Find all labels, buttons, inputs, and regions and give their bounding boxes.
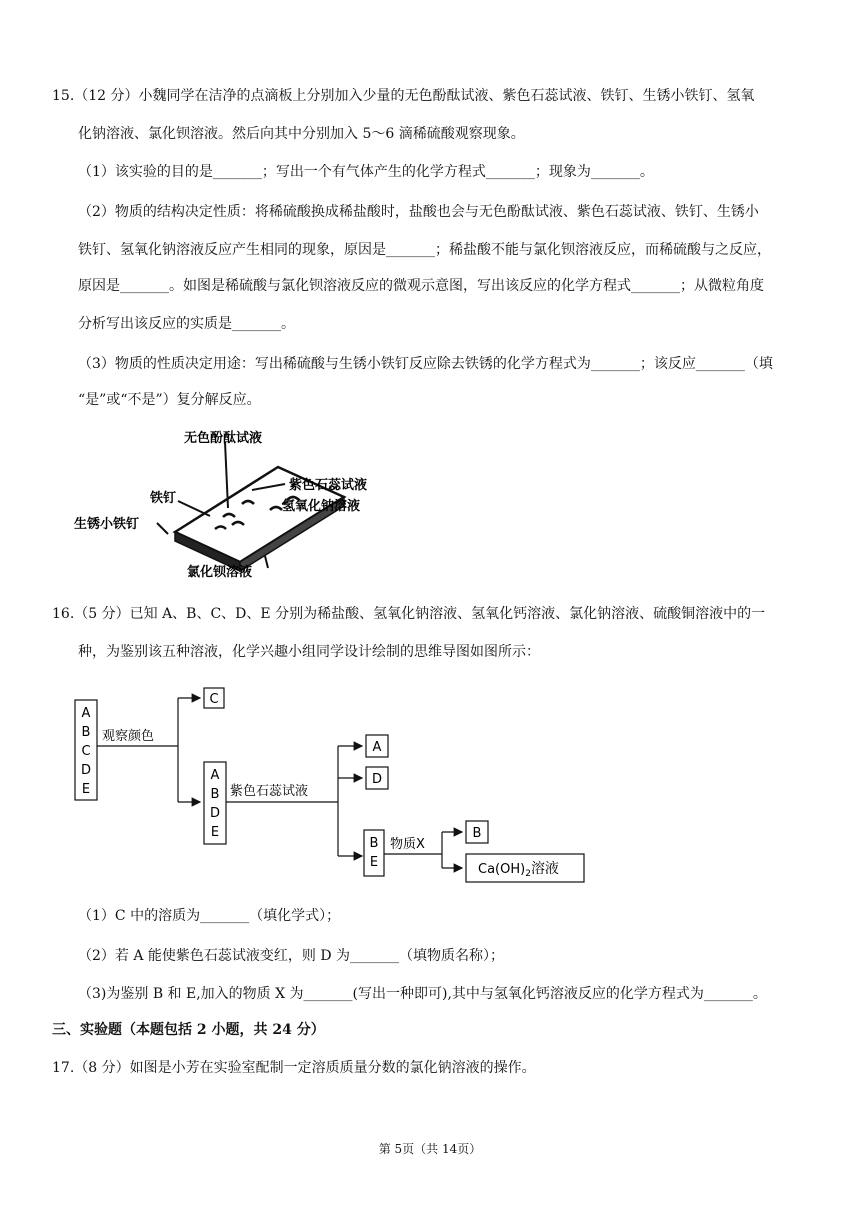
q15-part2-line-3: 原因是_______。如图是稀硫酸与氯化钡溶液反应的微观示意图，写出该反应的化学方程式_______；从微粒角度 [78,278,764,294]
q15-part2-line-4: 分析写出该反应的实质是_______。 [78,316,295,332]
label-naoh: 氢氧化钠溶液 [282,499,361,514]
group1-e: E [81,782,91,797]
out-b: B [472,826,482,841]
q15-part2-line-1: （2）物质的结构决定性质：将稀硫酸换成稀盐酸时，盐酸也会与无色酚酞试液、紫色石蕊试液、铁钉、生锈小 [78,204,759,220]
mind-map-diagram [70,680,600,890]
q15-line-1: 15.（12 分）小魏同学在洁净的点滴板上分别加入少量的无色酚酞试液、紫色石蕊试液、铁钉、生锈小铁钉、氢氧 [52,88,755,104]
out-d: D [371,772,383,787]
step1-label: 观察颜色 [102,729,155,744]
q15-part2-line-2: 铁钉、氢氧化钠溶液反应产生相同的现象，原因是_______；稀盐酸不能与氯化钡溶液反应，而稀硫酸与之反应， [78,242,771,258]
label-bacl2: 氯化钡溶液 [187,565,253,580]
q16-line-2: 种，为鉴别该五种溶液，化学兴趣小组同学设计绘制的思维导图如图所示： [78,644,540,660]
group3-b: B [369,836,379,851]
step2-label: 紫色石蕊试液 [230,784,309,799]
section-3-heading: 三、实验题（本题包括 2 小题，共 24 分） [52,1022,325,1038]
group1-d: D [80,763,92,778]
q16-sub1: （1）C 中的溶质为_______（填化学式）； [78,908,341,924]
q16-sub2: （2）若 A 能使紫色石蕊试液变红，则 D 为_______（填物质名称）； [78,948,505,964]
group1-a: A [81,706,91,721]
page-footer: 第 5页（共 14页） [378,1142,482,1156]
q15-part3-line-1: （3）物质的性质决定用途：写出稀硫酸与生锈小铁钉反应除去铁锈的化学方程式为_______；该反应_______（填 [78,356,773,372]
out-c: C [209,692,219,707]
out-a: A [372,740,382,755]
leader-left1 [178,501,210,516]
group3-e: E [369,855,379,870]
group2-b: B [210,787,220,802]
spot-plate-figure [60,422,420,582]
q16-sub3: （3)为鉴别 B 和 E,加入的物质 X 为_______(写出一种即可),其中与氢氧化钙溶液反应的化学方程式为_______。 [78,986,767,1002]
group2-d: D [209,806,221,821]
step3-label: 物质X [390,837,425,852]
leader-bottom [265,556,268,568]
q17-line-1: 17.（8 分）如图是小芳在实验室配制一定溶质质量分数的氯化钠溶液的操作。 [52,1060,536,1076]
label-phenolphthalein: 无色酚酞试液 [184,431,263,446]
group2-a: A [210,768,220,783]
q15-line-2: 化钠溶液、氯化钡溶液。然后向其中分别加入 5～6 滴稀硫酸观察现象。 [78,126,525,142]
group1-c: C [81,744,91,759]
label-rusty-nail: 生锈小铁钉 [74,517,140,532]
label-litmus: 紫色石蕊试液 [289,478,368,493]
leader-left2 [157,523,168,534]
q15-part3-line-2: “是”或“不是”）复分解反应。 [78,392,261,408]
q15-part1: （1）该实验的目的是_______；写出一个有气体产生的化学方程式_______；现象为_______。 [78,164,654,180]
label-iron-nail: 铁钉 [150,491,177,506]
out-caoh2: $Ca(OH)_2$溶液 [478,861,559,879]
q16-line-1: 16.（5 分）已知 A、B、C、D、E 分别为稀盐酸、氢氧化钠溶液、氢氧化钙溶液、氯化钠溶液、硫酸铜溶液中的一 [52,606,766,622]
group2-e: E [210,825,220,840]
group1-b: B [81,725,91,740]
